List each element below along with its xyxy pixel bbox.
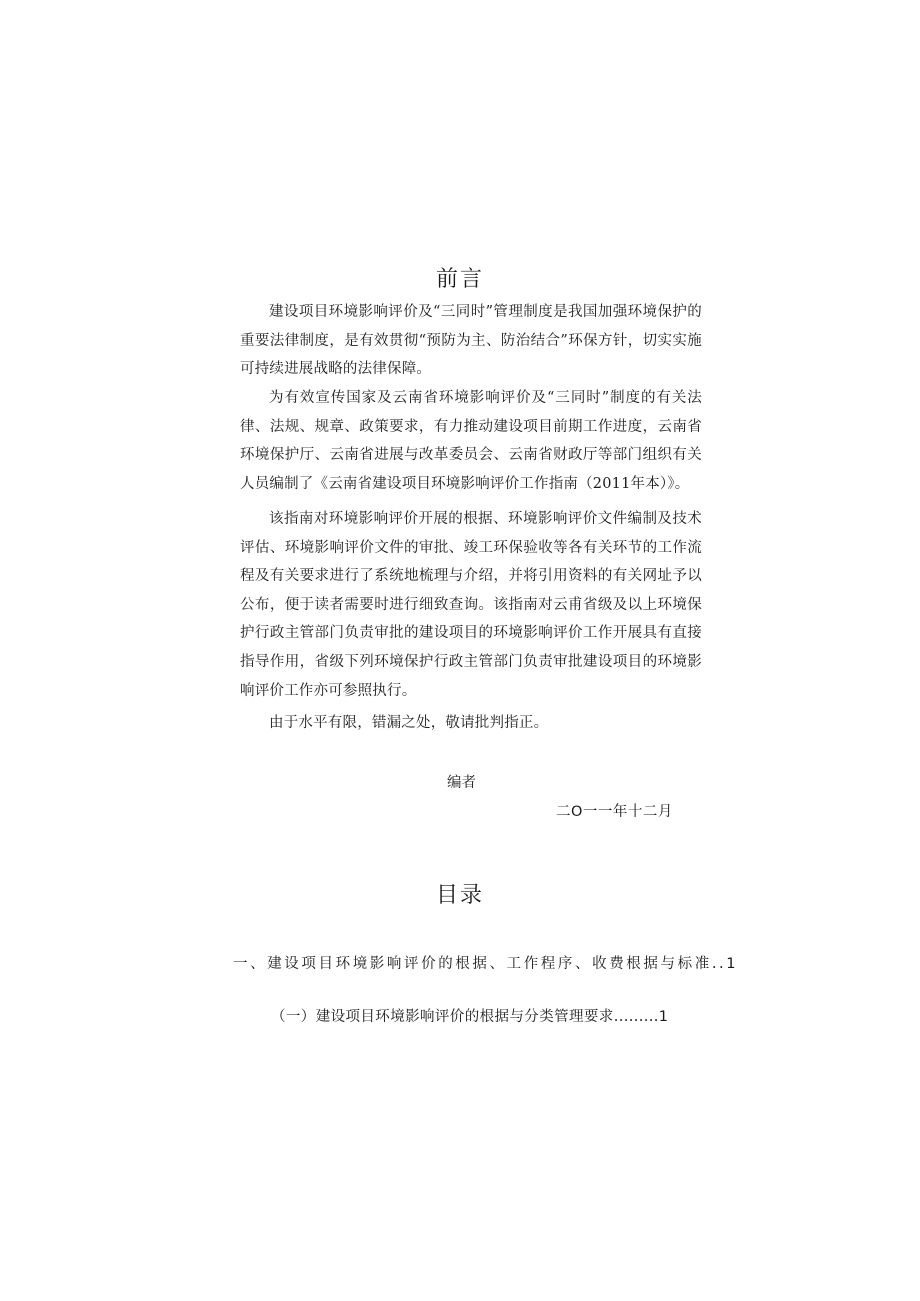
preface-paragraph-2: 为有效宣传国家及云南省环境影响评价及“三同时”制度的有关法律、法规、规章、政策要求，有力推动建设项目前期工作进度，云南省环境保护厅、云南省进展与改革委员会、云南省财政厅等部门组织有关人员编制了《云南省建设项目环境影响评价工作指南（2011年本）》。 xyxy=(240,390,702,492)
preface-paragraph-3: 该指南对环境影响评价开展的根据、环境影响评价文件编制及技术评估、环境影响评价文件的审批、竣工环保验收等各有关环节的工作流程及有关要求进行了系统地梳理与介绍，并将引用资料的有关网址予以公布，便于读者需要时进行细致查询。该指南对云甫省级及以上环境保护行政主管部门负责审批的建设项目的环境影响评价工作开展具有直接指导作用，省级下列环境保护行政主管部门负责审批建设项目的环境影响评价工作亦可参照执行。 xyxy=(240,511,702,699)
preface-paragraph-1: 建设项目环境影响评价及“三同时”管理制度是我国加强环境保护的重要法律制度，是有效贯彻“预防为主、防治结合”环保方针，切实实施可持续进展战略的法律保障。 xyxy=(240,304,702,378)
toc-entry[interactable] xyxy=(271,1005,668,1026)
toc-entry-text: 一、建设项目环境影响评价的根据、工作程序、收费根据与标准 xyxy=(233,956,712,972)
toc-entry-leader: ......... xyxy=(613,1009,659,1025)
toc-entry-text: （一）建设项目环境影响评价的根据与分类管理要求 xyxy=(271,1009,614,1025)
preface-signer: 编者 xyxy=(447,775,476,791)
preface-paragraph-4: 由于水平有限，错漏之处，敬请批判指正。 xyxy=(269,715,549,731)
toc-entry-leader: .. xyxy=(711,956,727,972)
preface-date: 二O一一年十二月 xyxy=(556,804,673,820)
preface-title: 前言 xyxy=(435,267,484,292)
toc-entry[interactable] xyxy=(233,952,738,973)
toc-entry-page: 1 xyxy=(658,1009,669,1025)
toc-entry-page: 1 xyxy=(726,956,739,972)
toc-title: 目录 xyxy=(435,883,484,908)
